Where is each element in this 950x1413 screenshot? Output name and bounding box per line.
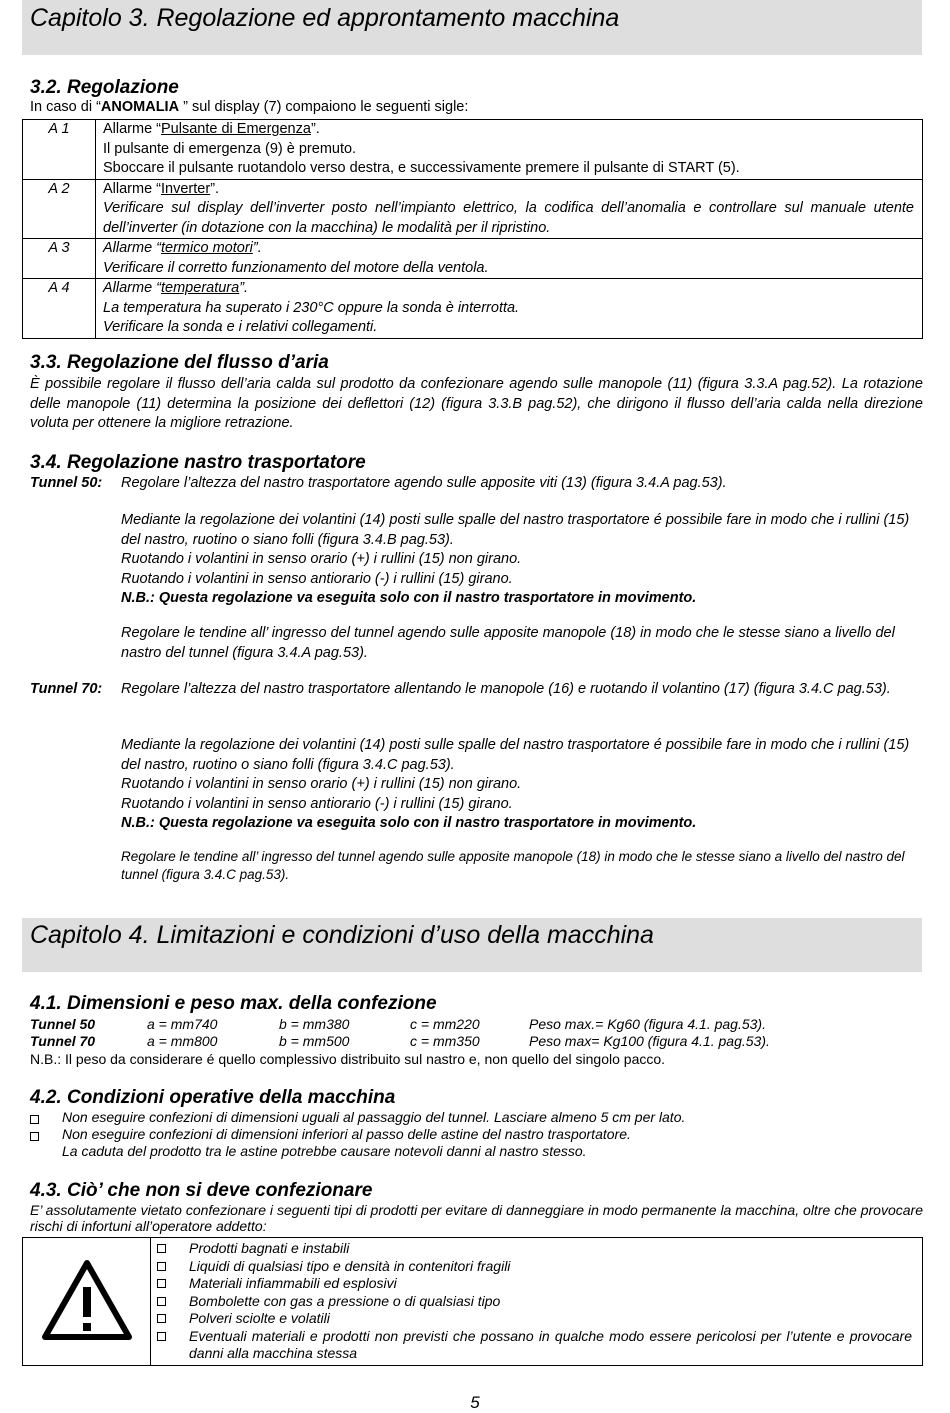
section-4-3-intro: E’ assolutamente vietato confezionare i seguenti tipi di prodotti per evitare di danneggiare in modo permanente la macchina, oltre che provocare rischi di infortuni all’operatore addetto: (30, 1202, 923, 1234)
tunnel-50-label: Tunnel 50: (30, 475, 103, 491)
section-3-2-heading: 3.2. Regolazione (30, 77, 179, 98)
tunnel-70-first: Regolare l’altezza del nastro trasportatore allentando le manopole (16) e ruotando il volantino (17) (figura 3.4.C pag.53). (121, 681, 891, 697)
checkbox-bullet-icon (157, 1297, 166, 1306)
checkbox-bullet-icon (157, 1332, 166, 1341)
alarm-codes-table (22, 119, 923, 339)
alarm-code: A 1 (23, 120, 96, 180)
section-4-3-heading: 4.3. Ciò’ che non si deve confezionare (30, 1180, 373, 1201)
alarm-row (23, 239, 923, 279)
list-item: Prodotti bagnati e instabili (151, 1240, 922, 1258)
checkbox-bullet-icon (157, 1314, 166, 1323)
page-number: 5 (470, 1393, 480, 1412)
checkbox-bullet-icon (157, 1262, 166, 1271)
condition-item: Non eseguire confezioni di dimensioni uguali al passaggio del tunnel. Lasciare almeno 5 cm per lato. (62, 1109, 686, 1125)
section-3-3-heading: 3.3. Regolazione del flusso d’aria (30, 352, 329, 373)
alarm-code: A 3 (23, 239, 96, 279)
section-4-2-heading: 4.2. Condizioni operative della macchina (30, 1087, 396, 1108)
tunnel-70-block1: Mediante la regolazione dei volantini (14) posti sulle spalle del nastro trasportatore é possibile fare in modo che i rullini (15) del nastro, ruotino o siano folli (figura 3.4.C pag.53). Ruotando i volantini in senso orario (+) i rullini (15) non girano. Ruotando i volantini in senso antiorario (-) i rullini (15) girano. N.B.: Questa regolazione va eseguita solo con il nastro trasportatore in movimento. (121, 737, 910, 831)
list-item: Liquidi di qualsiasi tipo e densità in contenitori fragili (151, 1258, 922, 1276)
tunnel-70-label: Tunnel 70: (30, 681, 103, 697)
alarm-row (23, 120, 923, 180)
checkbox-bullet-icon (157, 1244, 166, 1253)
alarm-description: Allarme “Inverter”. Verificare sul display dell’inverter posto nell’impianto elettrico, la codifica dell’anomalia e controllare sul manuale utente dell’inverter (in dotazione con la macchina) le modalità per il ripristino. (96, 179, 923, 239)
forbidden-products-list (151, 1238, 923, 1366)
chapter-3-title: Capitolo 3. Regolazione ed approntamento macchina (22, 0, 922, 55)
tunnel-50-first: Regolare l’altezza del nastro trasportatore agendo sulle apposite viti (13) (figura 3.4.A pag.53). (121, 475, 727, 491)
warning-triangle-icon (23, 1238, 151, 1366)
alarm-row (23, 279, 923, 339)
list-item: Eventuali materiali e prodotti non previsti che possano in qualche modo essere pericolosi per l’utente e provocare danni alla macchina stessa (151, 1328, 922, 1363)
alarm-code: A 4 (23, 279, 96, 339)
dimension-note: N.B.: Il peso da considerare é quello complessivo distribuito sul nastro e, non quello del singolo pacco. (30, 1051, 666, 1067)
condition-item-note: La caduta del prodotto tra le astine potrebbe causare notevoli danni al nastro stesso. (62, 1143, 587, 1159)
alarm-code: A 2 (23, 179, 96, 239)
section-3-2-intro: In caso di “ANOMALIA ” sul display (7) compaiono le seguenti sigle: (30, 99, 469, 115)
list-item: Materiali infiammabili ed esplosivi (151, 1275, 922, 1293)
section-3-3-text: È possibile regolare il flusso dell’aria calda sul prodotto da confezionare agendo sulle manopole (11) (figura 3.3.A pag.52). La rotazione delle manopole (11) determina la posizione dei deflettori (12) (figura 3.3.B pag.52), che dirigono il flusso dell’aria calda nella direzione voluta per ottenere la migliore retrazione. (30, 376, 923, 431)
tunnel-50-block2: Regolare le tendine all’ ingresso del tunnel agendo sulle apposite manopole (18) in modo che le stesse siano a livello del nastro del tunnel (figura 3.4.A pag.53). (121, 625, 895, 661)
tunnel-50-block1: Mediante la regolazione dei volantini (14) posti sulle spalle del nastro trasportatore é possibile fare in modo che i rullini (15) del nastro, ruotino o siano folli (figura 3.4.B pag.53). Ruotando i volantini in senso orario (+) i rullini (15) non girano. Ruotando i volantini in senso antiorario (-) i rullini (15) girano. N.B.: Questa regolazione va eseguita solo con il nastro trasportatore in movimento. (121, 512, 910, 606)
checkbox-bullet-icon (30, 1128, 39, 1145)
checkbox-bullet-icon (30, 1111, 39, 1128)
list-item: Bombolette con gas a pressione o di qualsiasi tipo (151, 1293, 922, 1311)
alarm-description: Allarme “temperatura”. La temperatura ha superato i 230°C oppure la sonda è interrotta. Verificare la sonda e i relativi collegamenti. (96, 279, 923, 339)
list-item: Polveri sciolte e volatili (151, 1310, 922, 1328)
forbidden-products-table (22, 1237, 923, 1366)
condition-item: Non eseguire confezioni di dimensioni inferiori al passo delle astine del nastro trasportatore. (62, 1126, 631, 1142)
chapter-4-title: Capitolo 4. Limitazioni e condizioni d’uso della macchina (22, 918, 922, 972)
alarm-description: Allarme “termico motori”. Verificare il corretto funzionamento del motore della ventola. (96, 239, 923, 279)
alarm-description: Allarme “Pulsante di Emergenza”. Il pulsante di emergenza (9) è premuto. Sboccare il pulsante ruotandolo verso destra, e successivamente premere il pulsante di START (5). (96, 120, 923, 180)
section-3-4-heading: 3.4. Regolazione nastro trasportatore (30, 452, 366, 473)
checkbox-bullet-icon (157, 1279, 166, 1288)
tunnel-70-block2: Regolare le tendine all’ ingresso del tunnel agendo sulle apposite manopole (18) in modo che le stesse siano a livello del nastro del tunnel (figura 3.4.C pag.53). (121, 849, 905, 882)
alarm-row (23, 179, 923, 239)
section-4-1-heading: 4.1. Dimensioni e peso max. della confezione (30, 993, 437, 1014)
